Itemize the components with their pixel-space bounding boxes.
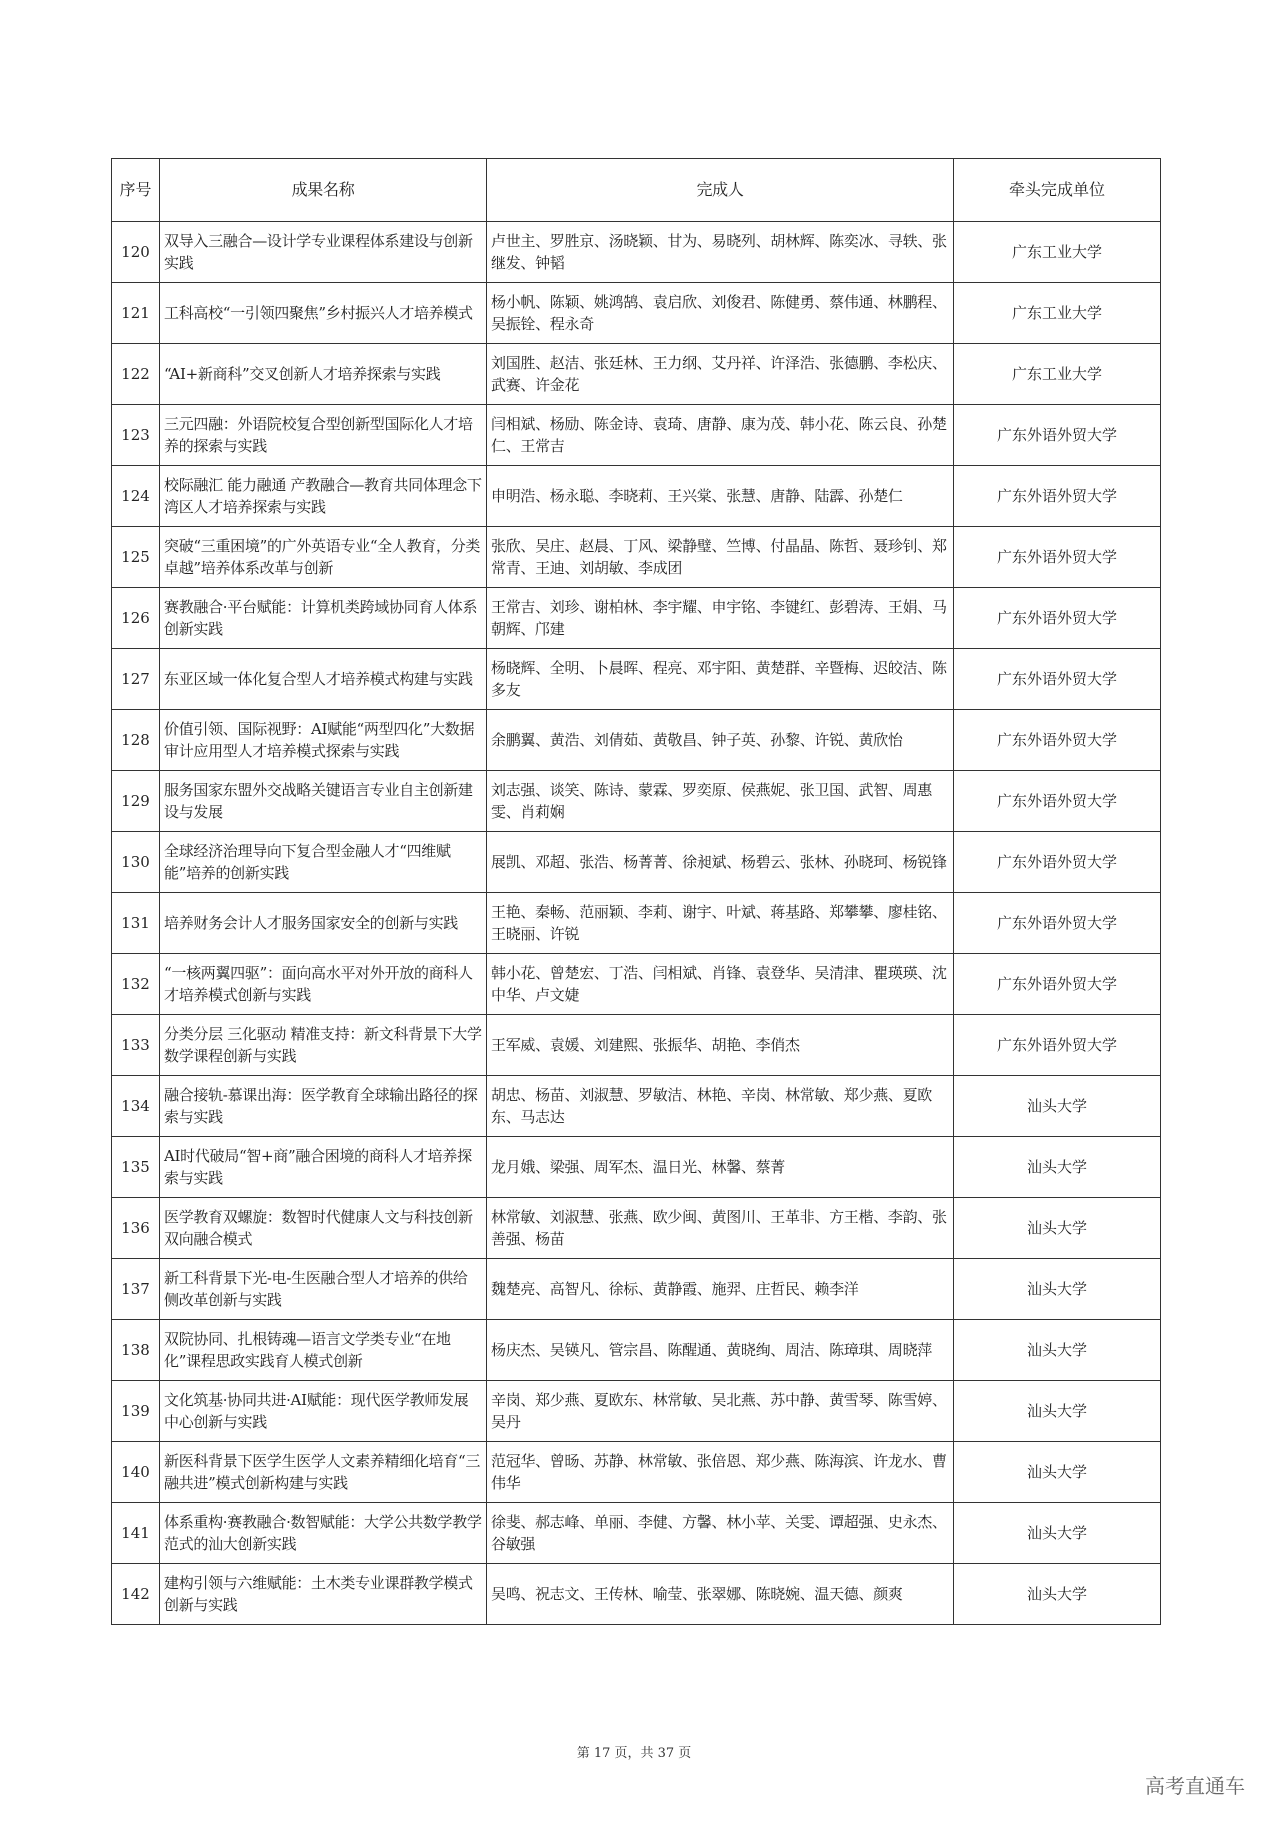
cell-unit: 广东外语外贸大学 — [954, 1015, 1161, 1076]
table-row — [112, 954, 1161, 1015]
table-row — [112, 344, 1161, 405]
cell-name: 建构引领与六维赋能：土木类专业课群教学模式创新与实践 — [160, 1564, 487, 1625]
cell-people: 韩小花、曾楚宏、丁浩、闫相斌、肖锋、袁登华、吴清津、瞿瑛瑛、沈中华、卢文婕 — [487, 954, 954, 1015]
table-row — [112, 222, 1161, 283]
cell-people: 吴鸣、祝志文、王传林、喻莹、张翠娜、陈晓婉、温天德、颜爽 — [487, 1564, 954, 1625]
table-row — [112, 466, 1161, 527]
cell-name: 新医科背景下医学生医学人文素养精细化培育“三融共进”模式创新构建与实践 — [160, 1442, 487, 1503]
cell-unit: 广东外语外贸大学 — [954, 466, 1161, 527]
cell-people: 胡忠、杨苗、刘淑慧、罗敏洁、林艳、辛岗、林常敏、郑少燕、夏欧东、马志达 — [487, 1076, 954, 1137]
cell-people: 王常吉、刘珍、谢柏林、李宇耀、申宇铭、李键红、彭碧涛、王娟、马朝辉、邝建 — [487, 588, 954, 649]
cell-people: 申明浩、杨永聪、李晓莉、王兴棠、张慧、唐静、陆霹、孙楚仁 — [487, 466, 954, 527]
cell-unit: 广东外语外贸大学 — [954, 710, 1161, 771]
cell-no: 124 — [112, 466, 160, 527]
cell-name: 突破“三重困境”的广外英语专业“全人教育，分类卓越”培养体系改革与创新 — [160, 527, 487, 588]
cell-people: 龙月娥、梁强、周军杰、温日光、林馨、蔡菁 — [487, 1137, 954, 1198]
cell-unit: 广东外语外贸大学 — [954, 527, 1161, 588]
table-row — [112, 588, 1161, 649]
cell-name: 体系重构·赛教融合·数智赋能：大学公共数学教学范式的汕大创新实践 — [160, 1503, 487, 1564]
cell-name: “AI+新商科”交叉创新人才培养探索与实践 — [160, 344, 487, 405]
cell-name: 价值引领、国际视野：AI赋能“两型四化”大数据审计应用型人才培养模式探索与实践 — [160, 710, 487, 771]
cell-name: AI时代破局“智+商”融合困境的商科人才培养探索与实践 — [160, 1137, 487, 1198]
cell-no: 133 — [112, 1015, 160, 1076]
cell-no: 136 — [112, 1198, 160, 1259]
cell-no: 125 — [112, 527, 160, 588]
table-row — [112, 1442, 1161, 1503]
cell-name: 双导入三融合—设计学专业课程体系建设与创新实践 — [160, 222, 487, 283]
cell-no: 138 — [112, 1320, 160, 1381]
cell-no: 142 — [112, 1564, 160, 1625]
watermark: 高考直通车 — [1145, 1774, 1245, 1798]
cell-unit: 汕头大学 — [954, 1076, 1161, 1137]
table-row — [112, 1015, 1161, 1076]
cell-name: 培养财务会计人才服务国家安全的创新与实践 — [160, 893, 487, 954]
cell-unit: 汕头大学 — [954, 1564, 1161, 1625]
table-row — [112, 832, 1161, 893]
cell-name: 双院协同、扎根铸魂—语言文学类专业“在地化”课程思政实践育人模式创新 — [160, 1320, 487, 1381]
cell-name: 工科高校“一引领四聚焦”乡村振兴人才培养模式 — [160, 283, 487, 344]
cell-no: 137 — [112, 1259, 160, 1320]
cell-no: 140 — [112, 1442, 160, 1503]
achievements-table — [111, 158, 1161, 1625]
cell-people: 王军威、袁媛、刘建熙、张振华、胡艳、李俏杰 — [487, 1015, 954, 1076]
header-no: 序号 — [112, 159, 160, 222]
cell-unit: 汕头大学 — [954, 1381, 1161, 1442]
cell-name: 东亚区域一体化复合型人才培养模式构建与实践 — [160, 649, 487, 710]
table-row — [112, 1076, 1161, 1137]
cell-name: 医学教育双螺旋：数智时代健康人文与科技创新双向融合模式 — [160, 1198, 487, 1259]
cell-no: 121 — [112, 283, 160, 344]
cell-no: 134 — [112, 1076, 160, 1137]
cell-name: 文化筑基·协同共进·AI赋能：现代医学教师发展中心创新与实践 — [160, 1381, 487, 1442]
header-unit: 牵头完成单位 — [954, 159, 1161, 222]
cell-unit: 广东工业大学 — [954, 344, 1161, 405]
cell-unit: 汕头大学 — [954, 1259, 1161, 1320]
cell-no: 132 — [112, 954, 160, 1015]
table-row — [112, 1320, 1161, 1381]
cell-name: “一核两翼四驱”：面向高水平对外开放的商科人才培养模式创新与实践 — [160, 954, 487, 1015]
cell-people: 卢世主、罗胜京、汤晓颖、甘为、易晓列、胡林辉、陈奕冰、寻轶、张继发、钟韬 — [487, 222, 954, 283]
table-row — [112, 649, 1161, 710]
cell-people: 杨晓辉、全明、卜晨晖、程亮、邓宇阳、黄楚群、辛暨梅、迟皎洁、陈多友 — [487, 649, 954, 710]
table-row — [112, 1564, 1161, 1625]
cell-unit: 汕头大学 — [954, 1137, 1161, 1198]
cell-no: 141 — [112, 1503, 160, 1564]
cell-no: 139 — [112, 1381, 160, 1442]
cell-people: 展凯、邓超、张浩、杨菁菁、徐昶斌、杨碧云、张林、孙晓珂、杨锐锋 — [487, 832, 954, 893]
table-row — [112, 771, 1161, 832]
cell-unit: 广东外语外贸大学 — [954, 832, 1161, 893]
header-people: 完成人 — [487, 159, 954, 222]
cell-unit: 汕头大学 — [954, 1320, 1161, 1381]
cell-name: 校际融汇 能力融通 产教融合—教育共同体理念下湾区人才培养探索与实践 — [160, 466, 487, 527]
cell-name: 全球经济治理导向下复合型金融人才“四维赋能”培养的创新实践 — [160, 832, 487, 893]
cell-unit: 汕头大学 — [954, 1503, 1161, 1564]
cell-people: 范冠华、曾旸、苏静、林常敏、张倍恩、郑少燕、陈海滨、许龙水、曹伟华 — [487, 1442, 954, 1503]
cell-people: 张欣、吴庄、赵晨、丁风、梁静璧、竺博、付晶晶、陈哲、聂珍钊、郑常青、王迪、刘胡敏、李成团 — [487, 527, 954, 588]
cell-unit: 广东工业大学 — [954, 283, 1161, 344]
cell-unit: 广东工业大学 — [954, 222, 1161, 283]
cell-unit: 广东外语外贸大学 — [954, 954, 1161, 1015]
cell-unit: 汕头大学 — [954, 1198, 1161, 1259]
cell-people: 闫相斌、杨励、陈金诗、袁琦、唐静、康为茂、韩小花、陈云良、孙楚仁、王常吉 — [487, 405, 954, 466]
cell-people: 杨小帆、陈颖、姚鸿鹄、袁启欣、刘俊君、陈健勇、蔡伟通、林鹏程、吴振铨、程永奇 — [487, 283, 954, 344]
cell-no: 122 — [112, 344, 160, 405]
cell-name: 新工科背景下光-电-生医融合型人才培养的供给侧改革创新与实践 — [160, 1259, 487, 1320]
cell-people: 辛岗、郑少燕、夏欧东、林常敏、吴北燕、苏中静、黄雪琴、陈雪婷、吴丹 — [487, 1381, 954, 1442]
cell-unit: 广东外语外贸大学 — [954, 771, 1161, 832]
table-row — [112, 893, 1161, 954]
cell-name: 融合接轨-慕课出海：医学教育全球输出路径的探索与实践 — [160, 1076, 487, 1137]
table-row — [112, 1259, 1161, 1320]
table-row — [112, 710, 1161, 771]
cell-people: 魏楚亮、高智凡、徐标、黄静霞、施羿、庄哲民、赖李洋 — [487, 1259, 954, 1320]
cell-people: 王艳、秦畅、范丽颖、李莉、谢宇、叶斌、蒋基路、郑攀攀、廖桂铭、王晓丽、许锐 — [487, 893, 954, 954]
table-row — [112, 1137, 1161, 1198]
table-row — [112, 1198, 1161, 1259]
cell-name: 服务国家东盟外交战略关键语言专业自主创新建设与发展 — [160, 771, 487, 832]
cell-people: 徐斐、郝志峰、单丽、李健、方馨、林小苹、关雯、谭超强、史永杰、谷敏强 — [487, 1503, 954, 1564]
cell-people: 刘志强、谈笑、陈诗、蒙霖、罗奕原、侯燕妮、张卫国、武智、周惠雯、肖莉娴 — [487, 771, 954, 832]
table-header-row — [112, 159, 1161, 222]
cell-name: 三元四融：外语院校复合型创新型国际化人才培养的探索与实践 — [160, 405, 487, 466]
cell-no: 128 — [112, 710, 160, 771]
cell-people: 余鹏翼、黄浩、刘倩茹、黄敬昌、钟子英、孙黎、许锐、黄欣怡 — [487, 710, 954, 771]
cell-unit: 广东外语外贸大学 — [954, 405, 1161, 466]
cell-people: 林常敏、刘淑慧、张燕、欧少闽、黄图川、王革非、方王楷、李韵、张善强、杨苗 — [487, 1198, 954, 1259]
cell-no: 120 — [112, 222, 160, 283]
cell-unit: 广东外语外贸大学 — [954, 893, 1161, 954]
cell-no: 127 — [112, 649, 160, 710]
table-row — [112, 1381, 1161, 1442]
cell-no: 130 — [112, 832, 160, 893]
table-body — [112, 222, 1161, 1625]
cell-unit: 广东外语外贸大学 — [954, 649, 1161, 710]
table-row — [112, 527, 1161, 588]
table-row — [112, 405, 1161, 466]
cell-name: 分类分层 三化驱动 精准支持：新文科背景下大学数学课程创新与实践 — [160, 1015, 487, 1076]
table-row — [112, 283, 1161, 344]
cell-people: 刘国胜、赵洁、张廷林、王力纲、艾丹祥、许泽浩、张德鹏、李松庆、武赛、许金花 — [487, 344, 954, 405]
cell-no: 131 — [112, 893, 160, 954]
header-name: 成果名称 — [160, 159, 487, 222]
cell-no: 129 — [112, 771, 160, 832]
cell-name: 赛教融合·平台赋能：计算机类跨域协同育人体系创新实践 — [160, 588, 487, 649]
cell-no: 135 — [112, 1137, 160, 1198]
cell-no: 123 — [112, 405, 160, 466]
cell-no: 126 — [112, 588, 160, 649]
page-number: 第 17 页，共 37 页 — [576, 1746, 692, 1761]
table-row — [112, 1503, 1161, 1564]
cell-people: 杨庆杰、吴锳凡、管宗昌、陈醒通、黄晓绚、周洁、陈璋琪、周晓萍 — [487, 1320, 954, 1381]
cell-unit: 汕头大学 — [954, 1442, 1161, 1503]
cell-unit: 广东外语外贸大学 — [954, 588, 1161, 649]
